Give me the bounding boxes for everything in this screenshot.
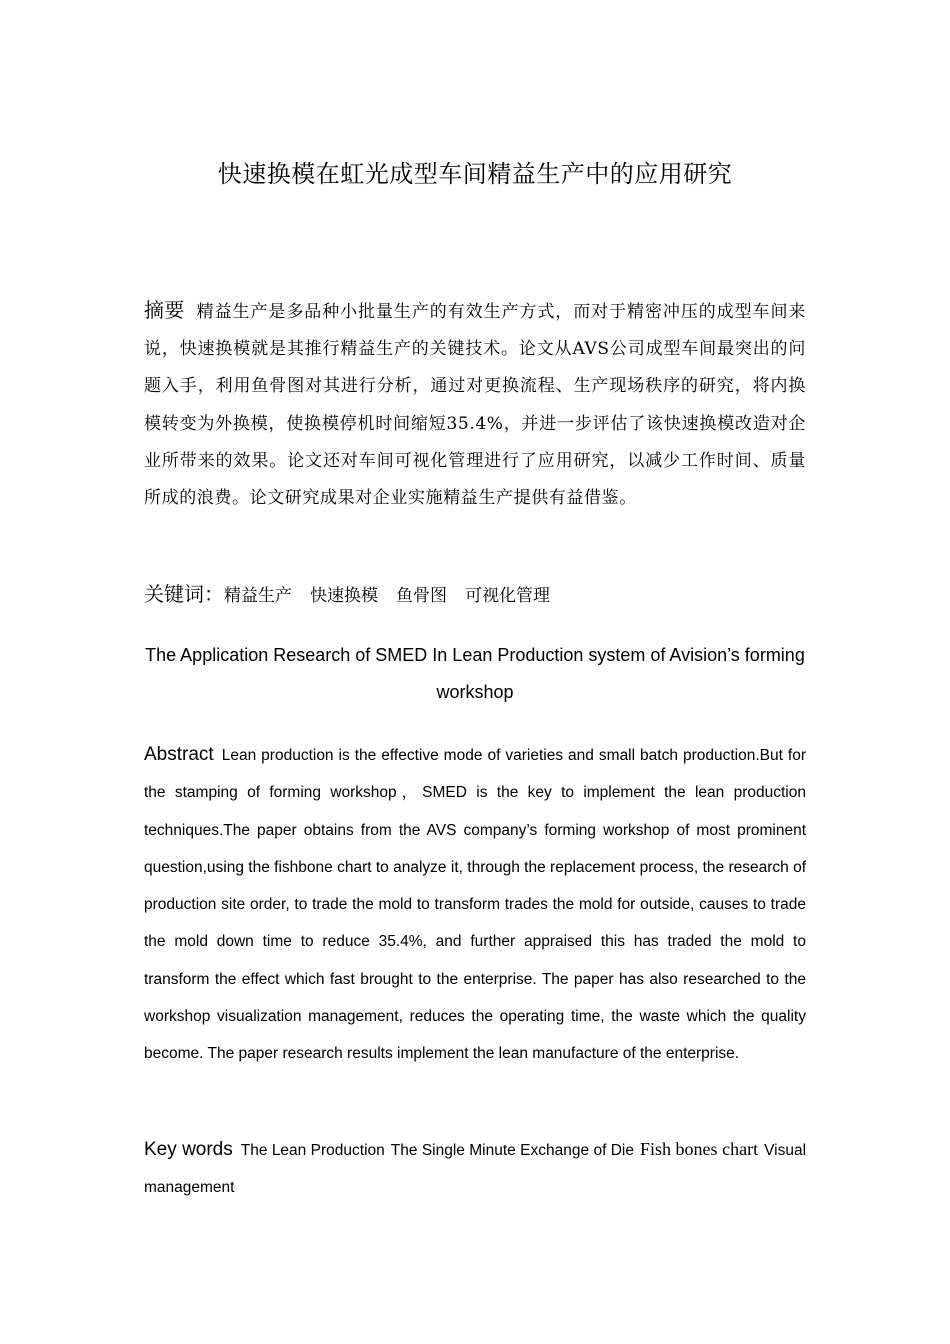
english-keyword: Visual management xyxy=(144,1142,807,1196)
english-abstract-label: Abstract xyxy=(144,744,214,765)
chinese-abstract xyxy=(144,292,806,517)
english-keyword: The Lean Production xyxy=(240,1142,385,1159)
english-keywords-label: Key words xyxy=(144,1139,233,1160)
english-keyword: The Single Minute Exchange of Die xyxy=(390,1142,634,1159)
english-abstract-text: Lean production is the effective mode of varieties and small batch production.But for the stamping of forming workshop，SMED is the key to implement the lean production techniques.The paper obtains from the AVS company’s forming workshop of most prominent question,using the fishbone chart to analyze it, through the replacement process, the research of production site order, to trade the mold to transform trades the mold for outside, causes to trade the mold down time to reduce 35.4%, and further appraised this has traded the mold to transform the effect which fast brought to the enterprise. The paper has also researched to the workshop visualization management, reduces the operating time, the waste which the quality become. The paper research results implement the lean manufacture of the enterprise. xyxy=(144,747,806,1063)
chinese-abstract-label: 摘要 xyxy=(144,298,185,322)
chinese-keywords xyxy=(144,576,806,614)
english-keyword: Fish bones chart xyxy=(639,1139,759,1159)
chinese-keyword: 精益生产 xyxy=(224,586,292,606)
english-keywords xyxy=(144,1131,806,1206)
chinese-abstract-text: 精益生产是多品种小批量生产的有效生产方式，而对于精密冲压的成型车间来说，快速换模就是其推行精益生产的关键技术。论文从AVS公司成型车间最突出的问题入手，利用鱼骨图对其进行分析，通过对更换流程、生产现场秩序的研究，将内换模转变为外换模，使换模停机时间缩短35.4%，并进一步评估了该快速换模改造对企业所带来的效果。论文还对车间可视化管理进行了应用研究，以减少工作时间、质量所成的浪费。论文研究成果对企业实施精益生产提供有益借鉴。 xyxy=(144,302,807,509)
chinese-keyword: 快速换模 xyxy=(310,586,378,606)
chinese-keyword: 可视化管理 xyxy=(465,586,550,606)
chinese-keywords-label: 关键词： xyxy=(144,582,224,606)
chinese-keyword: 鱼骨图 xyxy=(396,586,447,606)
chinese-title: 快速换模在虹光成型车间精益生产中的应用研究 xyxy=(217,160,733,188)
english-title: The Application Research of SMED In Lean Production system of Avision’s forming workshop xyxy=(145,645,805,702)
english-abstract xyxy=(144,736,806,1073)
